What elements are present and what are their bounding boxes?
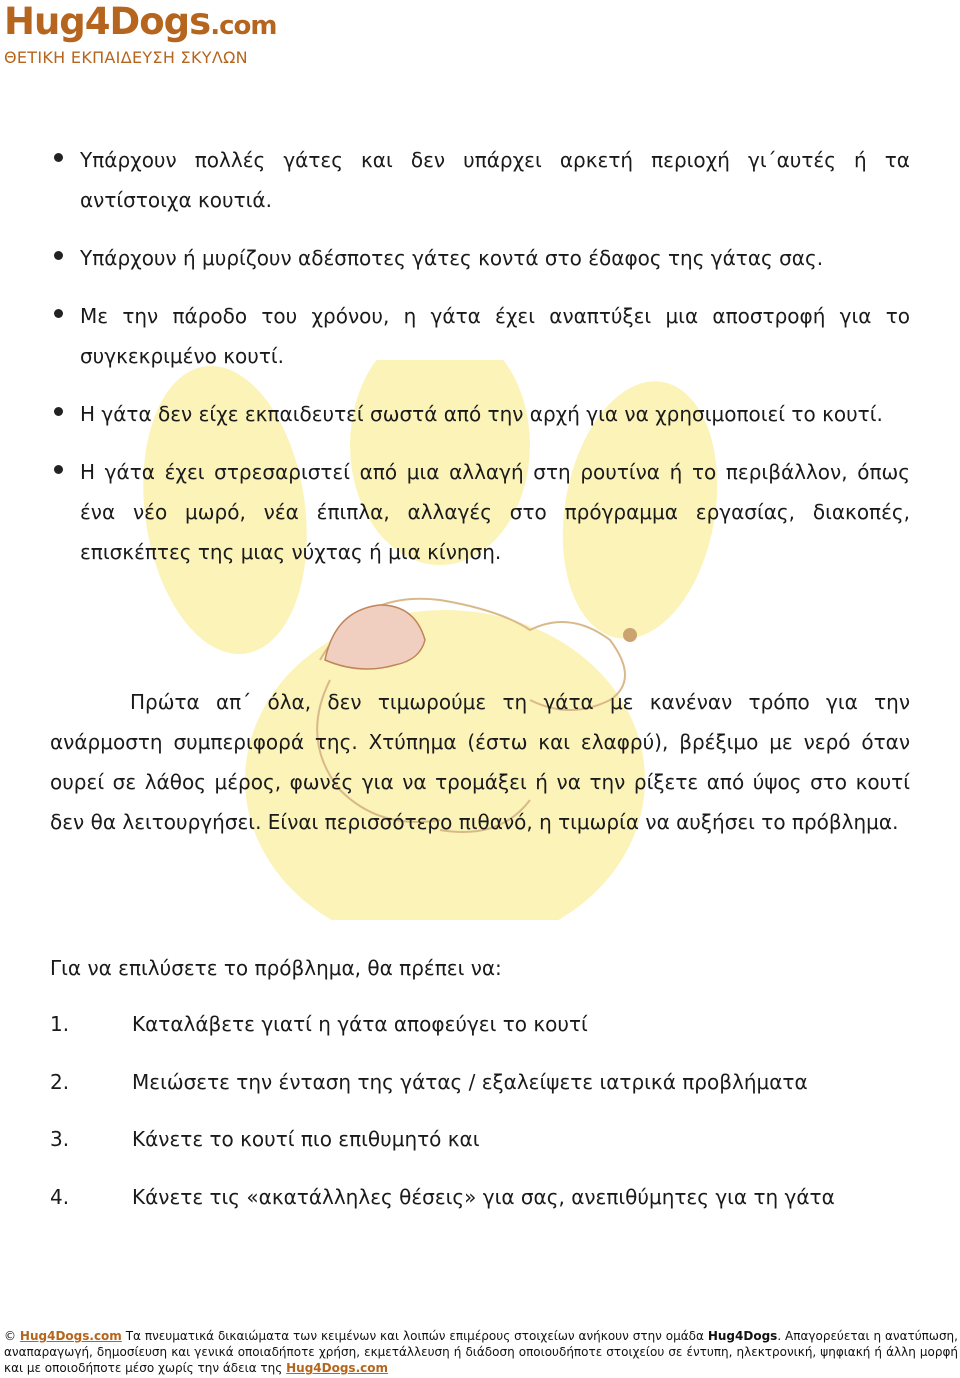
solution-steps [50,1006,910,1236]
site-header [4,0,276,68]
step-text: Καταλάβετε γιατί η γάτα αποφεύγει το κουτί [132,1012,588,1036]
step-number: 3. [50,1127,70,1151]
logo-main: Hug4Dogs [4,0,211,43]
list-item-text: Υπάρχουν πολλές γάτες και δεν υπάρχει αρκετή περιοχή γι΄αυτές ή τα αντίστοιχα κουτιά. [80,148,910,212]
list-item [52,238,910,278]
step-row [50,1121,910,1179]
list-item [52,140,910,220]
site-tagline: ΘΕΤΙΚΗ ΕΚΠΑΙΔΕΥΣΗ ΣΚΥΛΩΝ [4,48,248,67]
footer-brand: Hug4Dogs [707,1329,778,1343]
step-row [50,1064,910,1122]
step-number: 1. [50,1012,70,1036]
site-logo [4,0,276,48]
site-link[interactable]: Hug4Dogs.com [286,1361,388,1375]
step-text: Μειώσετε την ένταση της γάτας / εξαλείψετε ιατρικά προβλήματα [132,1069,808,1094]
list-item [52,296,910,376]
list-item [52,394,910,434]
site-link[interactable]: Hug4Dogs.com [19,1329,122,1343]
step-row [50,1179,910,1237]
bullet-icon [52,140,80,220]
step-text: Κάνετε το κουτί πιο επιθυμητό και [132,1127,480,1151]
list-item-text: Με την πάροδο του χρόνου, η γάτα έχει αναπτύξει μια αποστροφή για το συγκεκριμένο κουτί. [80,304,910,368]
list-item [52,452,910,572]
logo-suffix: .com [210,11,277,41]
footer-text: . Απαγορεύεται η ανατύπωση, αναπαραγωγή, δημοσίευση και γενικά οποιαδήποτε χρήση, εκμετάλλευση ή διάδοση οποιουδήποτε στοιχείου σε έντυπη, ηλεκτρονική, ψηφιακή ή άλλη μορφή και με οποιοδήποτε μέσο χωρίς την άδεια της [4,1329,958,1375]
bullet-icon [52,296,80,376]
bullet-icon [52,394,80,434]
step-row [50,1006,910,1064]
footer-text: Τα πνευματικά δικαιώματα των κειμένων και λοιπών επιμέρους στοιχείων ανήκουν στην ομάδα [121,1329,708,1343]
causes-list [52,140,910,590]
copyright-icon: © [4,1329,16,1343]
bullet-icon [52,452,80,572]
list-item-text: Η γάτα δεν είχε εκπαιδευτεί σωστά από την αρχή για να χρησιμοποιεί το κουτί. [80,402,883,426]
step-text: Κάνετε τις «ακατάλληλες θέσεις» για σας, ανεπιθύμητες για τη γάτα [132,1184,835,1209]
list-item-text: Η γάτα έχει στρεσαριστεί από μια αλλαγή στη ρουτίνα ή το περιβάλλον, όπως ένα νέο μωρό, νέα έπιπλα, αλλαγές στο πρόγραμμα εργασίας, διακοπές, επισκέπτες της μιας νύχτας ή μια κίνηση. [80,460,910,564]
bullet-icon [52,238,80,278]
step-number: 4. [50,1184,70,1209]
solution-heading: Για να επιλύσετε το πρόβλημα, θα πρέπει να: [50,956,502,980]
step-number: 2. [50,1069,70,1094]
punishment-paragraph: Πρώτα απ΄ όλα, δεν τιμωρούμε τη γάτα με κανέναν τρόπο για την ανάρμοστη συμπεριφορά της. Χτύπημα (έστω και ελαφρύ), βρέξιμο με νερό όταν ουρεί σε λάθος μέρος, φωνές για να τρομάξει ή να την ρίξετε από ύψος στο κουτί δεν θα λειτουργήσει. Είναι περισσότερο πιθανό, η τιμωρία να αυξήσει το πρόβλημα. [50,690,910,834]
copyright-footer [4,1328,958,1376]
list-item-text: Υπάρχουν ή μυρίζουν αδέσποτες γάτες κοντά στο έδαφος της γάτας σας. [80,246,824,270]
